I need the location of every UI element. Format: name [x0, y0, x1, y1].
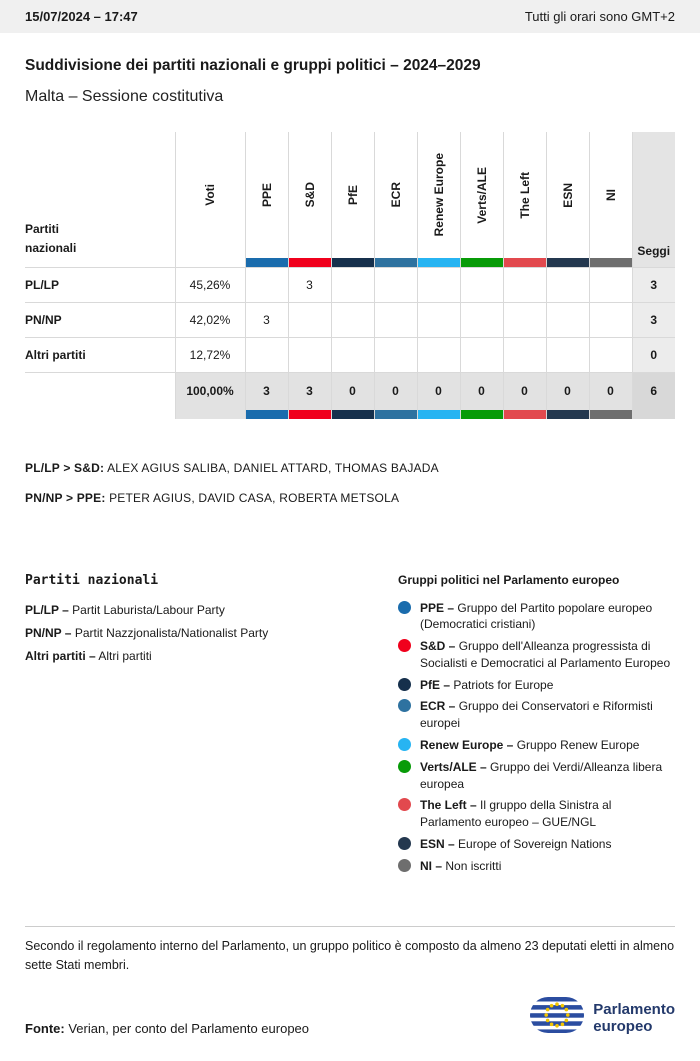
col-header-group: PPE — [245, 132, 288, 258]
total-seat-cell: 0 — [331, 373, 374, 410]
timezone-note: Tutti gli orari sono GMT+2 — [524, 9, 675, 24]
source-text: Verian, per conto del Parlamento europeo — [68, 1021, 310, 1037]
party-abbr: Altri partiti – — [25, 648, 96, 663]
table-header-row — [25, 132, 675, 258]
page-title: Suddivisione dei partiti nazionali e gruppi politici – 2024–2029 — [25, 57, 481, 74]
topbar — [0, 0, 700, 33]
party-legend-item — [25, 603, 398, 617]
group-legend-text — [420, 737, 639, 754]
total-seat-cell: 0 — [460, 373, 503, 410]
group-color-bar — [331, 258, 374, 268]
group-abbr: S&D – — [420, 639, 456, 654]
group-color-bar — [374, 410, 417, 419]
seat-cell — [546, 303, 589, 338]
col-header-group: Verts/ALE — [460, 132, 503, 258]
group-full-name: Patriots for Europe — [453, 677, 554, 692]
seat-cell — [589, 268, 632, 303]
group-full-name: Gruppo dei Conservatori e Riformisti europei — [420, 699, 653, 731]
group-legend-text — [420, 638, 675, 672]
group-abbr: The Left – — [420, 798, 477, 813]
page-subtitle: Malta – Sessione costitutiva — [25, 88, 224, 105]
col-header-seggi: Seggi — [632, 132, 675, 258]
seggi-value: 3 — [632, 303, 675, 338]
total-seat-cell: 3 — [288, 373, 331, 410]
col-header-group: NI — [589, 132, 632, 258]
group-color-bar — [417, 258, 460, 268]
seat-cell — [503, 268, 546, 303]
seat-cell: 3 — [288, 268, 331, 303]
blank-cell — [175, 258, 245, 268]
content — [0, 57, 700, 1038]
group-legend-item — [398, 737, 675, 754]
total-seat-cell: 0 — [546, 373, 589, 410]
mep-line — [25, 461, 675, 475]
party-name: PN/NP — [25, 303, 175, 338]
ep-logo-line2: europeo — [593, 1017, 653, 1035]
group-color-bar — [331, 410, 374, 419]
seat-cell — [546, 338, 589, 373]
group-legend-item — [398, 836, 675, 853]
group-abbr: Renew Europe – — [420, 738, 514, 753]
group-color-bar — [503, 258, 546, 268]
ep-logo-line1: Parlamento — [593, 1000, 675, 1018]
total-voti: 100,00% — [175, 373, 245, 410]
legend-section — [25, 573, 675, 880]
mep-lines — [25, 461, 675, 505]
group-abbr: PPE – — [420, 600, 455, 615]
col-header-group: ESN — [546, 132, 589, 258]
table-row — [25, 303, 675, 338]
party-full-name: Partit Laburista/Labour Party — [72, 602, 225, 617]
seat-cell — [374, 268, 417, 303]
party-full-name: Altri partiti — [98, 648, 152, 663]
seggi-header-fill — [632, 258, 675, 268]
seat-cell — [288, 338, 331, 373]
group-full-name: Il gruppo della Sinistra al Parlamento europeo – GUE/NGL — [420, 798, 612, 830]
group-color-dot-icon — [398, 798, 411, 811]
seat-cell — [503, 303, 546, 338]
group-color-bar — [288, 410, 331, 419]
blank-cell — [175, 410, 245, 419]
voti-value: 45,26% — [175, 268, 245, 303]
seat-cell — [460, 338, 503, 373]
total-seggi: 6 — [632, 373, 675, 410]
group-color-bar — [546, 410, 589, 419]
group-abbr: PfE – — [420, 677, 451, 692]
party-abbr: PL/LP – — [25, 602, 69, 617]
group-legend-item — [398, 677, 675, 694]
voti-value: 12,72% — [175, 338, 245, 373]
group-legend-item — [398, 858, 675, 875]
group-legend-text — [420, 600, 675, 634]
seat-cell — [374, 338, 417, 373]
source-label: Fonte: — [25, 1021, 65, 1037]
group-color-dot-icon — [398, 760, 411, 773]
seggi-value: 0 — [632, 338, 675, 373]
group-full-name: Gruppo Renew Europe — [516, 738, 640, 753]
group-legend-item — [398, 797, 675, 831]
group-abbr: ESN – — [420, 837, 455, 852]
seggi-value: 3 — [632, 268, 675, 303]
group-legend-text — [420, 797, 675, 831]
corner-label: Partiti nazionali — [25, 221, 77, 255]
group-color-dot-icon — [398, 738, 411, 751]
ep-logo-text — [593, 1001, 675, 1036]
col-header-group: Renew Europe — [417, 132, 460, 258]
col-header-voti: Voti — [175, 132, 245, 258]
blank-cell — [25, 410, 175, 419]
group-color-dot-icon — [398, 837, 411, 850]
results-table — [25, 132, 675, 419]
seat-cell — [417, 338, 460, 373]
group-color-bar — [374, 258, 417, 268]
group-color-bars-top — [25, 258, 675, 268]
group-color-bar — [589, 410, 632, 419]
total-seat-cell: 0 — [374, 373, 417, 410]
national-parties-legend — [25, 573, 398, 880]
group-full-name: Gruppo dei Verdi/Alleanza libera europea — [420, 759, 663, 791]
group-color-bar — [460, 258, 503, 268]
seat-cell — [589, 303, 632, 338]
group-abbr: ECR – — [420, 699, 456, 714]
col-header-group: The Left — [503, 132, 546, 258]
party-name: PL/LP — [25, 268, 175, 303]
seat-cell — [460, 268, 503, 303]
col-header-group: ECR — [374, 132, 417, 258]
datetime-label: 15/07/2024 – 17:47 — [25, 9, 138, 24]
group-color-bars-bottom — [25, 410, 675, 419]
seat-cell — [417, 268, 460, 303]
group-legend-item — [398, 759, 675, 793]
bottom-bar — [25, 997, 675, 1038]
seat-cell — [417, 303, 460, 338]
seat-cell — [331, 268, 374, 303]
political-groups-legend — [398, 573, 675, 880]
source-line — [25, 1021, 309, 1038]
ep-logo — [530, 997, 675, 1038]
group-color-bar — [460, 410, 503, 419]
divider — [25, 926, 675, 927]
seat-cell — [589, 338, 632, 373]
group-color-dot-icon — [398, 678, 411, 691]
ep-emblem-icon — [530, 997, 584, 1038]
mep-line-names: ALEX AGIUS SALIBA, DANIEL ATTARD, THOMAS BAJADA — [107, 460, 439, 475]
seat-cell — [331, 338, 374, 373]
parties-legend-items — [25, 603, 398, 663]
mep-line-label: PL/LP > S&D: — [25, 460, 105, 475]
seat-cell — [503, 338, 546, 373]
group-color-bar — [245, 410, 288, 419]
group-legend-text — [420, 858, 501, 875]
group-abbr: Verts/ALE – — [420, 759, 487, 774]
group-color-bar — [245, 258, 288, 268]
group-color-dot-icon — [398, 699, 411, 712]
col-header-group: PfE — [331, 132, 374, 258]
group-legend-text — [420, 759, 675, 793]
footnote: Secondo il regolamento interno del Parlamento, un gruppo politico è composto da almeno 23 deputati eletti in almeno sette Stati membri. — [25, 938, 675, 973]
group-legend-text — [420, 836, 611, 853]
group-legend-item — [398, 638, 675, 672]
group-color-bar — [417, 410, 460, 419]
mep-line-names: PETER AGIUS, DAVID CASA, ROBERTA METSOLA — [109, 490, 400, 505]
groups-legend-heading: Gruppi politici nel Parlamento europeo — [398, 572, 620, 587]
group-color-bar — [546, 258, 589, 268]
blank-cell — [25, 258, 175, 268]
seat-cell: 3 — [245, 303, 288, 338]
parties-legend-heading: Partiti nazionali — [25, 572, 159, 588]
group-color-bar — [503, 410, 546, 419]
group-full-name: Europe of Sovereign Nations — [458, 837, 612, 852]
group-legend-item — [398, 698, 675, 732]
group-color-dot-icon — [398, 859, 411, 872]
party-legend-item — [25, 626, 398, 640]
col-header-group: S&D — [288, 132, 331, 258]
group-full-name: Non iscritti — [445, 858, 502, 873]
group-color-bar — [589, 258, 632, 268]
seggi-total-fill — [632, 410, 675, 419]
seat-cell — [245, 268, 288, 303]
group-color-dot-icon — [398, 601, 411, 614]
seat-cell — [331, 303, 374, 338]
total-seat-cell: 0 — [589, 373, 632, 410]
group-legend-text — [420, 677, 553, 694]
group-full-name: Gruppo del Partito popolare europeo (Democratici cristiani) — [420, 600, 653, 632]
group-legend-item — [398, 600, 675, 634]
party-full-name: Partit Nazzjonalista/Nationalist Party — [74, 625, 269, 640]
party-legend-item — [25, 649, 398, 663]
group-color-dot-icon — [398, 639, 411, 652]
seat-cell — [374, 303, 417, 338]
table-row — [25, 338, 675, 373]
voti-value: 42,02% — [175, 303, 245, 338]
blank-cell — [25, 373, 175, 410]
table-total-row — [25, 373, 675, 410]
total-seat-cell: 0 — [503, 373, 546, 410]
party-name: Altri partiti — [25, 338, 175, 373]
group-legend-text — [420, 698, 675, 732]
seat-cell — [245, 338, 288, 373]
group-full-name: Gruppo dell'Alleanza progressista di Socialisti e Democratici al Parlamento Europeo — [420, 639, 671, 670]
seat-cell — [288, 303, 331, 338]
groups-legend-items — [398, 600, 675, 875]
total-seat-cell: 3 — [245, 373, 288, 410]
table-row — [25, 268, 675, 303]
seat-cell — [546, 268, 589, 303]
mep-line — [25, 491, 675, 505]
total-seat-cell: 0 — [417, 373, 460, 410]
group-abbr: NI – — [420, 858, 443, 873]
mep-line-label: PN/NP > PPE: — [25, 490, 106, 505]
party-abbr: PN/NP – — [25, 625, 72, 640]
seat-cell — [460, 303, 503, 338]
group-color-bar — [288, 258, 331, 268]
